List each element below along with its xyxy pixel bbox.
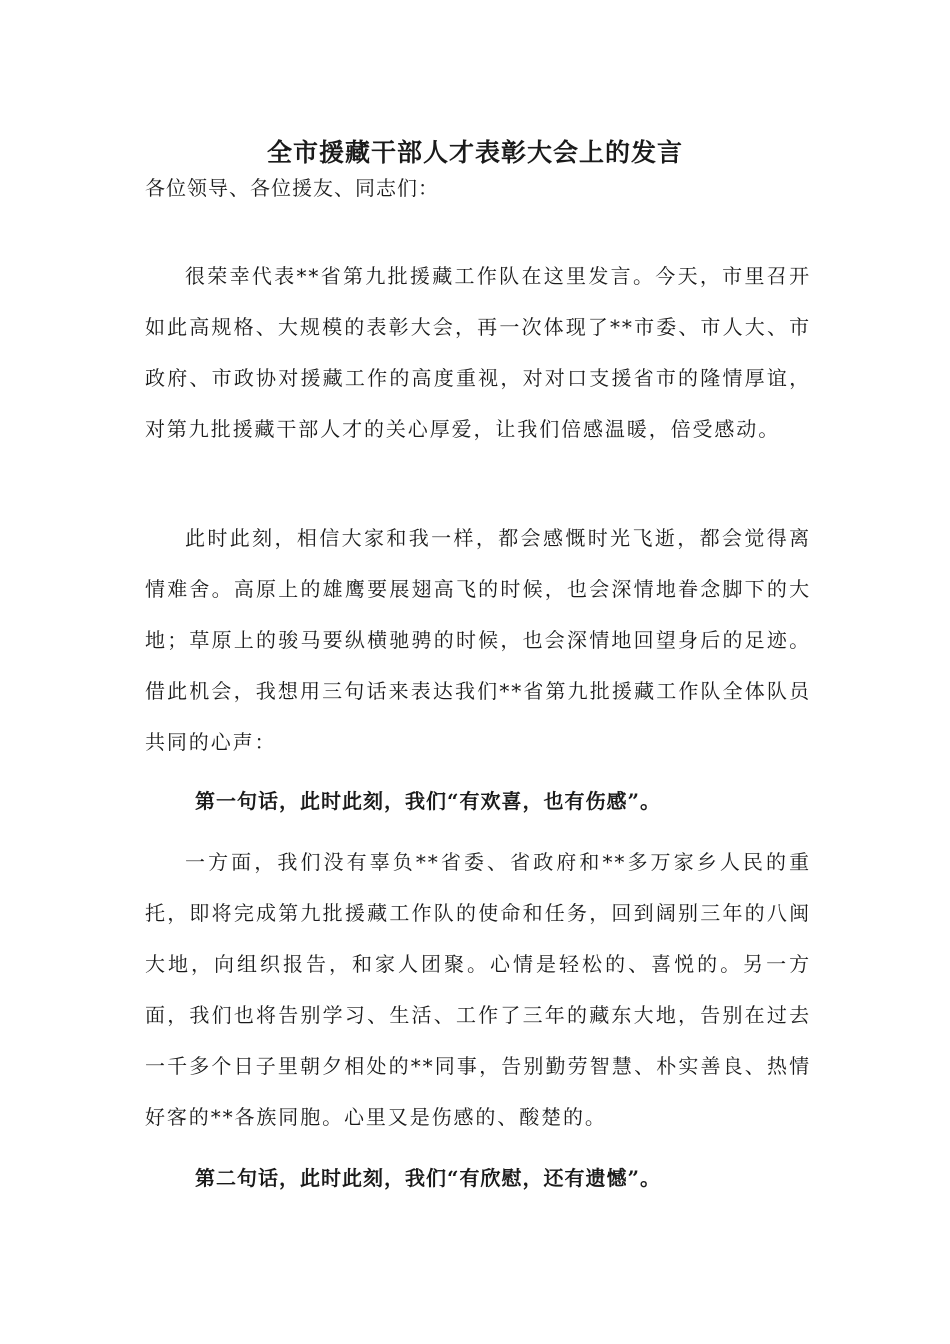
paragraph: 此时此刻，相信大家和我一样，都会感慨时光飞逝，都会觉得离情难舍。高原上的雄鹰要展翅高飞的时候，也会深情地眷念脚下的大地；草原上的骏马要纵横驰骋的时候，也会深情地回望身后的足迹。借此机会，我想用三句话来表达我们**省第九批援藏工作队全体队员共同的心声： xyxy=(145,526,811,754)
document-title: 全市援藏干部人才表彰大会上的发言 xyxy=(266,138,683,167)
paragraph: 很荣幸代表**省第九批援藏工作队在这里发言。今天，市里召开如此高规格、大规模的表彰大会，再一次体现了**市委、市人大、市政府、市政协对援藏工作的高度重视，对对口支援省市的隆情厚谊，对第九批援藏干部人才的关心厚爱，让我们倍感温暖，倍受感动。 xyxy=(145,264,811,441)
section-heading: 第一句话，此时此刻，我们“有欢喜，也有伤感”。 xyxy=(195,789,662,813)
salutation: 各位领导、各位援友、同志们： xyxy=(145,176,439,200)
section-heading: 第二句话，此时此刻，我们“有欣慰，还有遗憾”。 xyxy=(195,1166,662,1190)
paragraph: 一方面，我们没有辜负**省委、省政府和**多万家乡人民的重托，即将完成第九批援藏工作队的使命和任务，回到阔别三年的八闽大地，向组织报告，和家人团聚。心情是轻松的、喜悦的。另一方面，我们也将告别学习、生活、工作了三年的藏东大地，告别在过去一千多个日子里朝夕相处的**同事，告别勤劳智慧、朴实善良、热情好客的**各族同胞。心里又是伤感的、酸楚的。 xyxy=(145,850,811,1129)
